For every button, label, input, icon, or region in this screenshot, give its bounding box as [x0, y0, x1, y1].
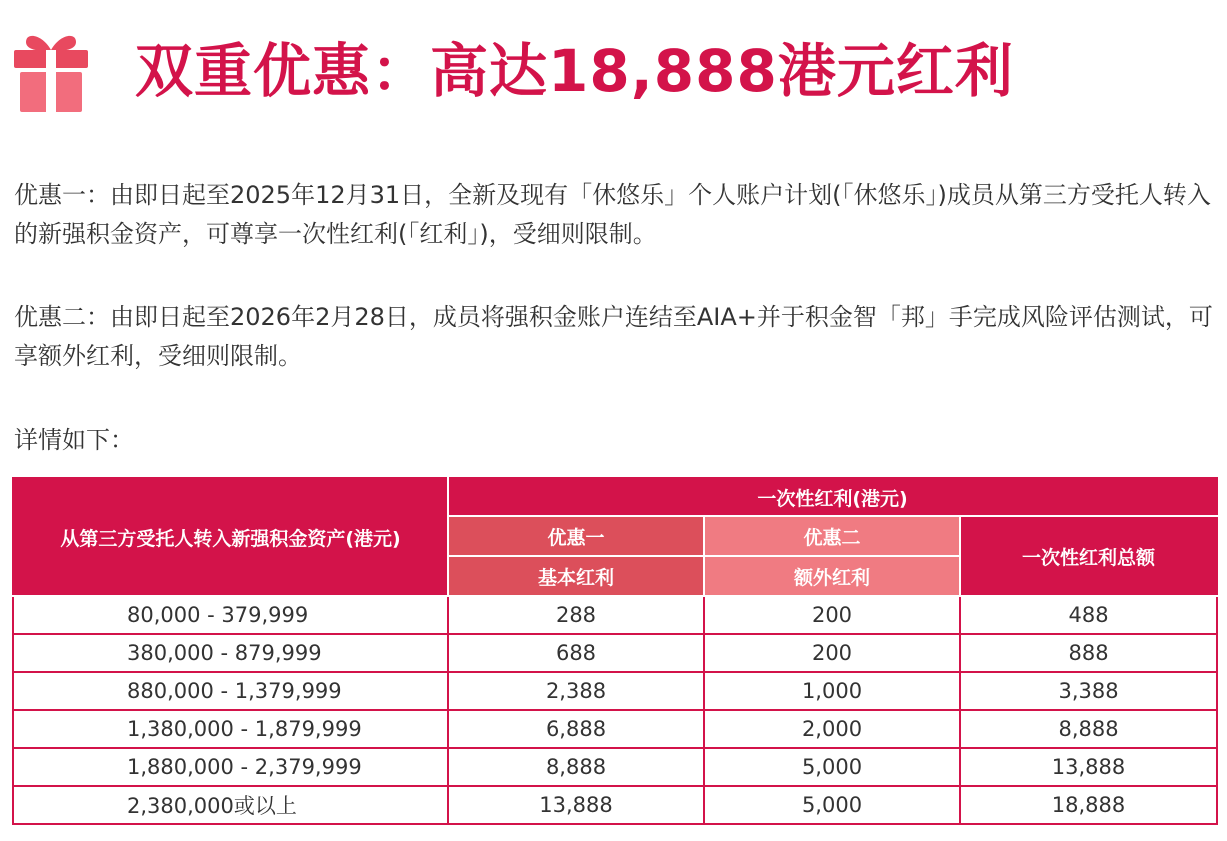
basic-bonus-cell: 8,888	[448, 748, 704, 786]
offer1-paragraph: 优惠一：由即日起至2025年12月31日，全新及现有「休悠乐」个人账户计划(「休悠乐」)成员从第三方受托人转入的新强积金资产，可尊享一次性红利(「红利」)，受细则限制。	[14, 181, 1211, 248]
total-bonus-cell: 18,888	[960, 786, 1217, 824]
bonus-table	[12, 477, 1218, 825]
extra-bonus-cell: 200	[704, 596, 960, 634]
asset-range-cell: 1,880,000 - 2,379,999	[13, 748, 448, 786]
extra-bonus-cell: 5,000	[704, 786, 960, 824]
offer1-header: 优惠一	[448, 516, 704, 556]
asset-column-header: 从第三方受托人转入新强积金资产(港元)	[13, 478, 448, 596]
total-bonus-cell: 8,888	[960, 710, 1217, 748]
offer2-header: 优惠二	[704, 516, 960, 556]
total-bonus-cell: 13,888	[960, 748, 1217, 786]
extra-bonus-cell: 2,000	[704, 710, 960, 748]
page-header	[12, 26, 1014, 116]
table-row	[13, 596, 1217, 634]
extra-bonus-header: 额外红利	[704, 556, 960, 596]
asset-range-cell: 1,380,000 - 1,879,999	[13, 710, 448, 748]
table-row	[13, 710, 1217, 748]
extra-bonus-cell: 200	[704, 634, 960, 672]
table-header-row	[13, 478, 1217, 516]
bonus-group-header: 一次性红利(港元)	[448, 478, 1217, 516]
gift-icon	[12, 28, 90, 114]
details-label: 详情如下：	[14, 426, 134, 454]
extra-bonus-cell: 1,000	[704, 672, 960, 710]
total-bonus-cell: 3,388	[960, 672, 1217, 710]
page-title: 双重优惠：高达18,888港元红利	[135, 37, 1014, 105]
asset-range-cell: 2,380,000或以上	[13, 786, 448, 824]
table-row	[13, 786, 1217, 824]
asset-range-cell: 880,000 - 1,379,999	[13, 672, 448, 710]
total-bonus-header: 一次性红利总额	[960, 516, 1217, 596]
offer2-paragraph: 优惠二：由即日起至2026年2月28日，成员将强积金账户连结至AIA+并于积金智「邦」手完成风险评估测试，可享额外红利，受细则限制。	[14, 303, 1213, 370]
asset-range-cell: 380,000 - 879,999	[13, 634, 448, 672]
basic-bonus-cell: 288	[448, 596, 704, 634]
basic-bonus-cell: 2,388	[448, 672, 704, 710]
basic-bonus-cell: 6,888	[448, 710, 704, 748]
table-row	[13, 672, 1217, 710]
table-row	[13, 634, 1217, 672]
basic-bonus-header: 基本红利	[448, 556, 704, 596]
extra-bonus-cell: 5,000	[704, 748, 960, 786]
table-row	[13, 748, 1217, 786]
basic-bonus-cell: 13,888	[448, 786, 704, 824]
total-bonus-cell: 888	[960, 634, 1217, 672]
total-bonus-cell: 488	[960, 596, 1217, 634]
basic-bonus-cell: 688	[448, 634, 704, 672]
asset-range-cell: 80,000 - 379,999	[13, 596, 448, 634]
